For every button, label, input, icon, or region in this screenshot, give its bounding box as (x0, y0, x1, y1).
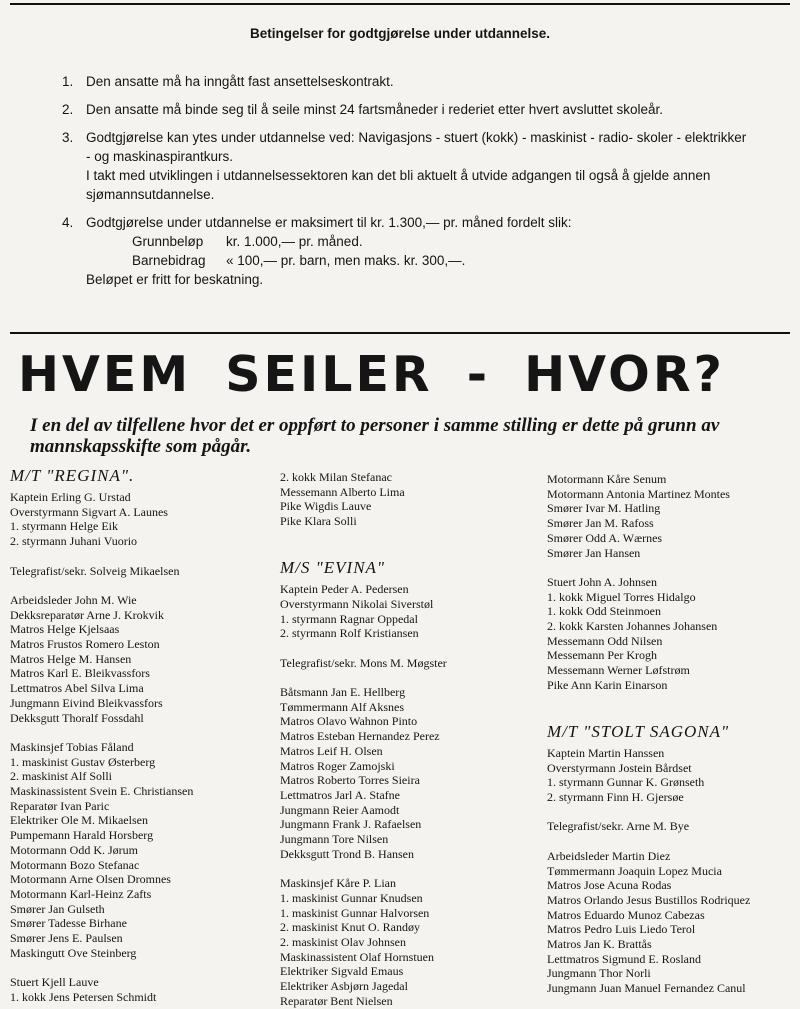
crew-line: 1. styrmann Gunnar K. Grønseth (547, 775, 705, 790)
condition-item-3 (62, 128, 752, 204)
crew-line: Kaptein Peder A. Pedersen (280, 582, 409, 597)
crew-line: Matros Eduardo Munoz Cabezas (547, 907, 705, 922)
crew-line: Maskingutt Ove Steinberg (10, 945, 137, 960)
crew-line: Smører Odd A. Wærnes (547, 530, 663, 545)
crew-line: Motormann Odd K. Jørum (10, 842, 138, 857)
spacer (10, 549, 280, 564)
crew-line: Motormann Karl-Heinz Zafts (10, 886, 152, 901)
crew-line: Båtsmann Jan E. Hellberg (280, 685, 406, 700)
crew-line: 1. kokk Jens Petersen Schmidt (10, 989, 157, 1004)
crew-line: Maskinassistent Olaf Hornstuen (280, 949, 434, 964)
condition-number: 2. (62, 102, 74, 117)
crew-line: Stuert Kjell Lauve (10, 975, 99, 990)
amount-row (132, 251, 752, 270)
crew-line: Motormann Bozo Stefanac (10, 857, 140, 872)
crew-line: Messemann Werner Løfstrøm (547, 663, 690, 678)
crew-line: Matros Esteban Hernandez Perez (280, 729, 440, 744)
spacer (280, 670, 540, 685)
crew-line: Matros Roger Zamojski (280, 758, 395, 773)
spacer (280, 544, 540, 559)
crew-line: Matros Helge M. Hansen (10, 651, 132, 666)
crew-line: Kaptein Martin Hanssen (547, 745, 665, 760)
crew-line: Jungmann Frank J. Rafaelsen (280, 817, 422, 832)
intro-text: I en del av tilfellene hvor det er oppført to personer i samme stilling er dette på grunn av mannskapsskifte som pågår. (30, 415, 720, 457)
condition-number: 3. (62, 130, 74, 145)
crew-line: 1. maskinist Gunnar Knudsen (280, 890, 423, 905)
crew-line: Motormann Kåre Senum (547, 472, 667, 486)
crew-line: 2. kokk Milan Stefanac (280, 470, 392, 484)
crew-line: Reparatør Bent Nielsen (280, 993, 393, 1008)
crew-line: 2. styrmann Rolf Kristiansen (280, 626, 419, 641)
spacer (280, 529, 540, 544)
condition-text: I takt med utviklingen i utdannelsessektoren kan det bli aktuelt å utvide adgangen til også å gjelde annen sjømannsutdannelse. (86, 168, 711, 202)
crew-line: Matros Leif H. Olsen (280, 743, 383, 758)
crew-line: Matros Frustos Romero Leston (10, 637, 160, 651)
crew-line: Kaptein Erling G. Urstad (10, 490, 131, 504)
crew-line: Overstyrmann Sigvart A. Launes (10, 504, 168, 519)
crew-line: Jungmann Reier Aamodt (280, 802, 400, 817)
crew-line: 1. styrmann Helge Eik (10, 519, 118, 534)
crew-line: 2. maskinist Olav Johnsen (280, 935, 406, 950)
crew-line: 2. maskinist Alf Solli (10, 769, 113, 784)
crew-line: Maskinassistent Svein E. Christiansen (10, 784, 194, 799)
amount-value: « 100,— pr. barn, men maks. kr. 300,—. (226, 253, 466, 268)
crew-line: Smører Jan Hansen (547, 545, 641, 560)
conditions-title: Betingelser for godtgjørelse under utdannelse. (249, 26, 551, 41)
crew-line: 1. kokk Miguel Torres Hidalgo (547, 589, 696, 604)
crew-line: Smører Jens E. Paulsen (10, 931, 123, 946)
crew-line: Tømmermann Joaquin Lopez Mucia (547, 863, 722, 878)
spacer (10, 578, 280, 593)
crew-column-3 (547, 472, 800, 996)
crew-line: Motormann Antonia Martinez Montes (547, 486, 730, 501)
crew-line: Tømmermann Alf Aksnes (280, 699, 404, 714)
crew-line: Lettmatros Jarl A. Stafne (280, 788, 400, 802)
crew-line: Motormann Arne Olsen Dromnes (10, 872, 171, 887)
condition-item-4 (62, 213, 752, 289)
condition-number: 1. (62, 74, 74, 89)
crew-line: Lettmatros Sigmund E. Rosland (547, 951, 701, 966)
crew-line: Matros Helge Kjelsaas (10, 622, 120, 637)
crew-line: Maskinsjef Tobias Fåland (10, 739, 134, 754)
crew-line: Matros Olavo Wahnon Pinto (280, 714, 418, 729)
top-rule (10, 3, 790, 5)
condition-footer: Beløpet er fritt for beskatning. (86, 272, 264, 287)
condition-text: Godtgjørelse kan ytes under utdannelse ved: Navigasjons - stuert (kokk) - maskinist - radio- skoler - elektrikker - og maskinaspirantkurs. (86, 130, 747, 164)
crew-line: 1. maskinist Gunnar Halvorsen (280, 905, 430, 920)
condition-number: 4. (62, 215, 74, 230)
crew-line: Pike Klara Solli (280, 514, 357, 529)
condition-text: Den ansatte må binde seg til å seile minst 24 fartsmåneder i rederiet etter hvert avsluttet skoleår. (86, 102, 664, 117)
spacer (280, 641, 540, 656)
crew-column-2 (280, 470, 540, 1009)
crew-line: 2. kokk Karsten Johannes Johansen (547, 619, 718, 634)
crew-line: Pumpemann Harald Horsberg (10, 828, 154, 843)
main-heading: HVEM SEILER - HVOR? (18, 346, 725, 403)
spacer (547, 693, 800, 708)
crew-line: 2. styrmann Finn H. Gjersøe (547, 790, 684, 805)
crew-line: Matros Jose Acuna Rodas (547, 878, 672, 893)
crew-line: Lettmatros Abel Silva Lima (10, 681, 144, 696)
crew-line: Arbeidsleder John M. Wie (10, 592, 137, 607)
conditions-list (62, 72, 752, 298)
crew-line: Jungmann Thor Norli (547, 966, 651, 981)
crew-line: Matros Pedro Luis Liedo Terol (547, 922, 696, 937)
ship-title: M/S "EVINA" (280, 558, 386, 578)
crew-line: Elektriker Ole M. Mikaelsen (10, 813, 148, 828)
crew-line: Telegrafist/sekr. Mons M. Møgster (280, 655, 447, 670)
crew-line: Matros Karl E. Bleikvassfors (10, 666, 150, 681)
crew-line: Dekksreparatør Arne J. Krokvik (10, 607, 164, 622)
crew-line: Smører Ivar M. Hatling (547, 501, 661, 516)
crew-line: Stuert John A. Johnsen (547, 574, 658, 589)
crew-line: Messemann Odd Nilsen (547, 633, 663, 648)
crew-line: Pike Ann Karin Einarson (547, 677, 668, 692)
crew-line: Jungmann Eivind Bleikvassfors (10, 695, 163, 710)
crew-line: Pike Wigdis Lauve (280, 499, 372, 514)
amount-label: Barnebidrag (132, 253, 206, 268)
crew-line: Dekksgutt Thoralf Fossdahl (10, 710, 144, 725)
crew-line: Matros Roberto Torres Sieira (280, 773, 420, 788)
crew-line: Messemann Alberto Lima (280, 484, 405, 499)
crew-line: 1. kokk Odd Steinmoen (547, 604, 661, 619)
ship-title: M/T "REGINA". (10, 466, 135, 485)
crew-line: Matros Jan K. Brattås (547, 937, 652, 952)
crew-line: Elektriker Sigvald Emaus (280, 964, 404, 979)
spacer (547, 707, 800, 722)
crew-line: Elektriker Asbjørn Jagedal (280, 979, 408, 994)
crew-line: 2. styrmann Juhani Vuorio (10, 534, 138, 549)
crew-line: 1. styrmann Ragnar Oppedal (280, 611, 418, 626)
crew-line: Maskinsjef Kåre P. Lian (280, 876, 396, 891)
spacer (547, 560, 800, 575)
crew-line: Messemann Per Krogh (547, 648, 657, 663)
crew-line: Smører Tadesse Birhane (10, 916, 127, 931)
crew-column-1 (10, 466, 280, 1005)
amount-value: kr. 1.000,— pr. måned. (226, 234, 363, 249)
crew-line: 1. maskinist Gustav Østerberg (10, 754, 156, 769)
crew-line: Reparatør Ivan Paric (10, 798, 110, 813)
crew-line: 2. maskinist Knut O. Randøy (280, 920, 420, 935)
crew-line: Smører Jan Gulseth (10, 901, 105, 916)
crew-line: Arbeidsleder Martin Diez (547, 848, 671, 863)
condition-item-1 (62, 72, 752, 91)
crew-line: Overstyrmann Nikolai Siverstøl (280, 596, 434, 611)
crew-line: Jungmann Juan Manuel Fernandez Canul (547, 981, 746, 996)
spacer (280, 862, 540, 877)
crew-line: Matros Orlando Jesus Bustillos Rodriquez (547, 892, 751, 907)
crew-line: Smører Jan M. Rafoss (547, 516, 654, 531)
crew-line: Telegrafist/sekr. Arne M. Bye (547, 819, 690, 834)
spacer (547, 805, 800, 820)
spacer (10, 960, 280, 975)
spacer (10, 725, 280, 740)
crew-line: Dekksgutt Trond B. Hansen (280, 846, 415, 861)
condition-text: Godtgjørelse under utdannelse er maksimert til kr. 1.300,— pr. måned fordelt slik: (86, 215, 572, 230)
amount-row (132, 232, 752, 251)
amount-label: Grunnbeløp (132, 234, 204, 249)
condition-item-2 (62, 100, 752, 119)
crew-line: Overstyrmann Jostein Bårdset (547, 760, 692, 775)
crew-line: Jungmann Tore Nilsen (280, 832, 389, 847)
condition-text: Den ansatte må ha inngått fast ansettelseskontrakt. (86, 74, 394, 89)
section-rule (10, 332, 790, 334)
spacer (547, 834, 800, 849)
crew-line: Telegrafist/sekr. Solveig Mikaelsen (10, 563, 180, 578)
ship-title: M/T "STOLT SAGONA" (547, 721, 730, 741)
